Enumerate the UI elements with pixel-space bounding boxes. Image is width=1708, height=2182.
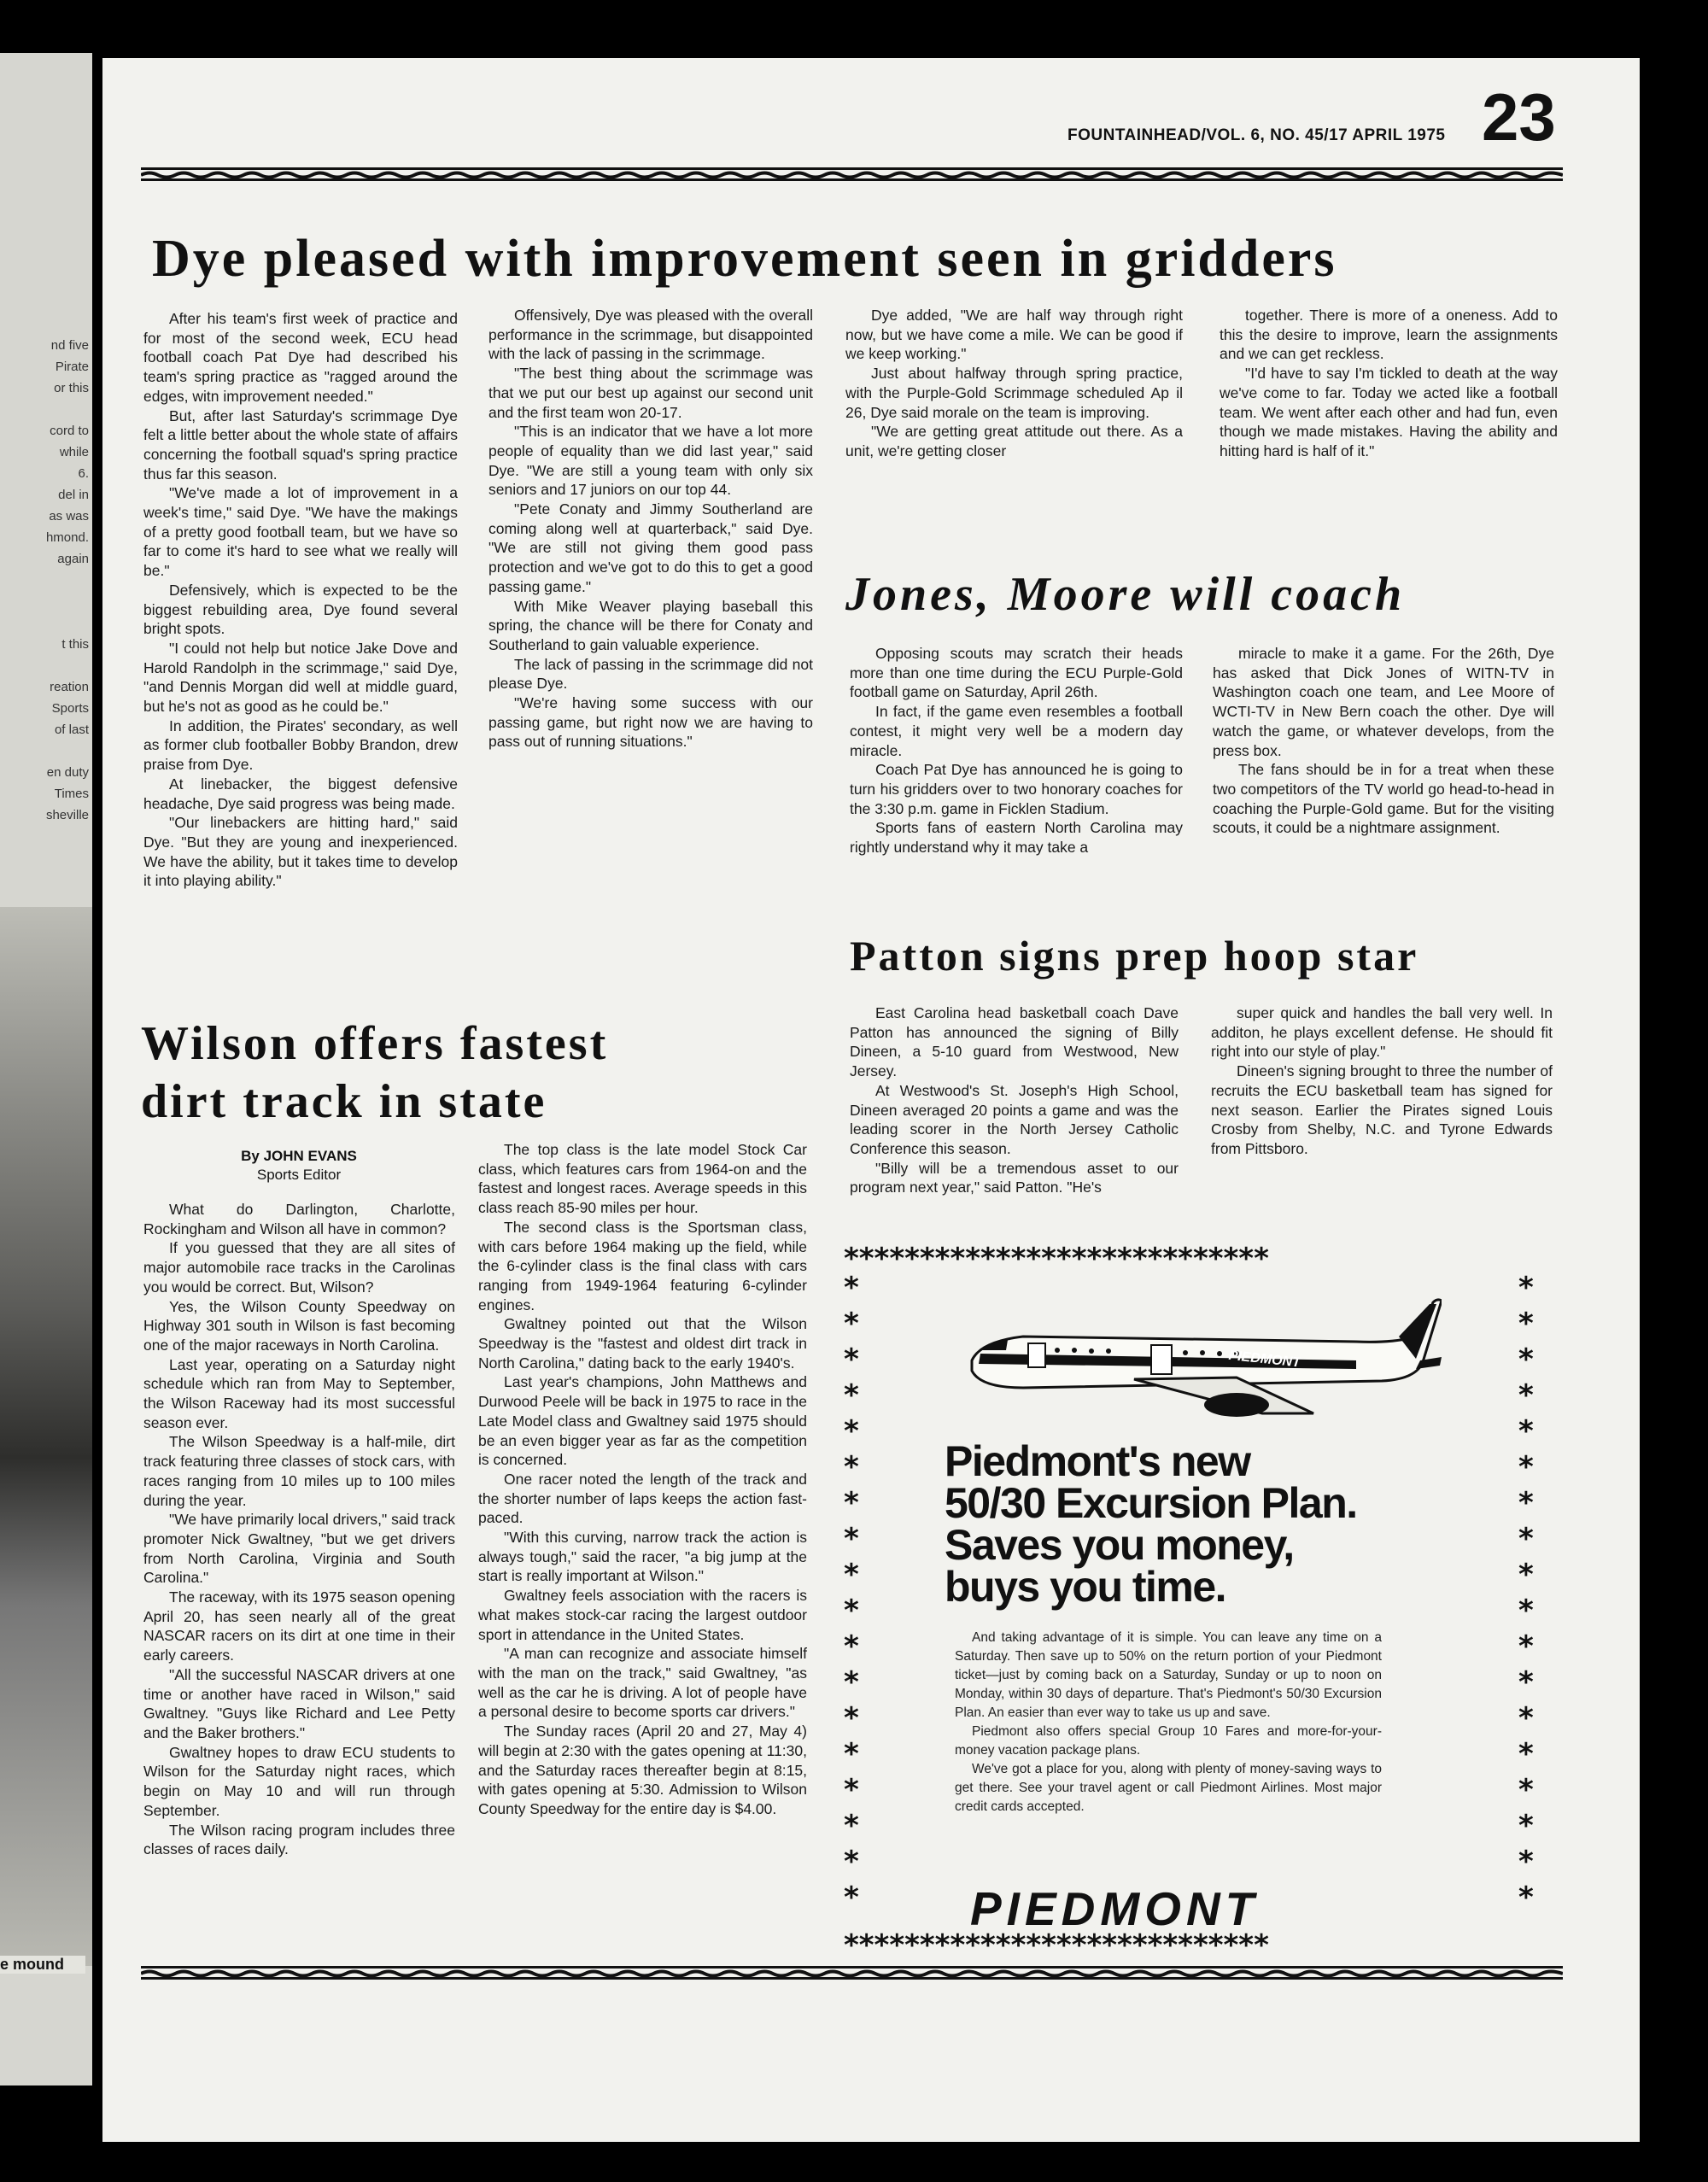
previous-page-fragment: 6. — [78, 466, 89, 481]
paragraph: The fans should be in for a treat when these two competitors of the TV world go head-to-head in coaching the Purple-Gold game. But for the visiting scouts, it could be a nightmare assignment. — [1213, 761, 1554, 837]
paragraph: "We're having some success with our passing game, but right now we are having to pass out of running situations." — [488, 694, 813, 751]
previous-page-fragment: Sports — [51, 701, 89, 716]
paragraph: East Carolina head basketball coach Dave Patton has announced the signing of Billy Dineen, a 5-10 guard from Westwood, New Jersey. — [850, 1004, 1179, 1080]
dye-column-2 — [488, 306, 813, 752]
paragraph: Last year, operating on a Saturday night schedule which ran from May to September, the Wilson Raceway had its most successful season ever. — [143, 1355, 455, 1431]
ad-border-left: ****************** — [844, 1271, 859, 1915]
paragraph: Coach Pat Dye has announced he is going to turn his gridders over to two honorary coaches for the 3:30 p.m. game in Ficklen Stadium. — [850, 761, 1183, 817]
previous-page-fragment: Pirate — [55, 360, 89, 374]
previous-page-fragment: as was — [49, 509, 89, 524]
ad-border-right: ****************** — [1518, 1271, 1534, 1915]
previous-page-fragment: sheville — [45, 808, 89, 822]
previous-page-fragment: while — [59, 445, 89, 459]
masthead: FOUNTAINHEAD/VOL. 6, NO. 45/17 APRIL 1975 — [1068, 126, 1446, 144]
paragraph: The Wilson Speedway is a half-mile, dirt track featuring three classes of stock cars, with races ranging from 10 miles up to 100 miles during the year. — [143, 1433, 455, 1509]
byline — [171, 1147, 427, 1185]
paragraph: Last year's champions, John Matthews and Durwood Peele will be back in 1975 to race in the Late Model class and Gwaltney said 1975 should be an even bigger year as far as the competition is concerned. — [478, 1373, 807, 1469]
patton-column-1 — [850, 1003, 1179, 1197]
headline-wilson-line2: dirt track in state — [141, 1075, 547, 1128]
headline-dye: Dye pleased with improvement seen in gridders — [152, 230, 1337, 288]
wilson-column-1 — [143, 1200, 455, 1859]
paragraph: "Billy will be a tremendous asset to our program next year," said Patton. "He's — [850, 1159, 1179, 1196]
photo-caption: e mound — [0, 1956, 85, 1974]
paragraph: What do Darlington, Charlotte, Rockingham and Wilson all have in common? — [143, 1201, 455, 1237]
previous-page-fragment — [3, 612, 89, 634]
paragraph: "We are getting great attitude out there. As a unit, we're getting closer — [845, 423, 1183, 459]
headline-jones: Jones, Moore will coach — [845, 568, 1406, 621]
paragraph: Gwaltney pointed out that the Wilson Speedway is the "fastest and oldest dirt track in North Carolina," dating back to the early 1940's. — [478, 1315, 807, 1372]
previous-page-fragment: or this — [54, 381, 89, 395]
paragraph: "A man can recognize and associate himself with the man on the track," said Gwaltney, "as well as the car he is driving. A lot of people have a personal desire to become sports car drivers." — [478, 1645, 807, 1721]
previous-page-fragment: Times — [54, 787, 89, 801]
paragraph: At linebacker, the biggest defensive headache, Dye said progress was being made. — [143, 775, 458, 812]
paragraph: "I'd have to say I'm tickled to death at the way we've come to far. Today we acted like a football team. We went after each other and had fun, even though we made mistakes. Having the ability and hitting hard is half of it." — [1220, 365, 1558, 459]
previous-page-strip — [0, 53, 92, 2085]
dye-column-1 — [143, 309, 458, 891]
previous-page-fragment: cord to — [50, 424, 89, 438]
paragraph: Piedmont also offers special Group 10 Fares and more-for-your-money vacation package plans. — [955, 1724, 1382, 1758]
paragraph: "Our linebackers are hitting hard," said Dye. "But they are young and inexperienced. We have the ability, but it takes time to develop it into playing ability." — [143, 814, 458, 890]
paragraph: "With this curving, narrow track the action is always tough," said the racer, "a big jump at the start is really important at Wilson." — [478, 1529, 807, 1585]
previous-page-fragment: en duty — [46, 765, 89, 780]
paragraph: But, after last Saturday's scrimmage Dye felt a little better about the whole state of affairs concerning the football squad's spring practice thus far this season. — [143, 407, 458, 483]
ad-headline-line: Saves you money, — [945, 1521, 1294, 1569]
previous-page-photo — [0, 907, 92, 1966]
paragraph: After his team's first week of practice and for most of the second week, ECU head football coach Pat Dye had described his team's spring practice as "ragged around the edges, witn improvement needed." — [143, 310, 458, 405]
dye-column-4 — [1220, 306, 1558, 461]
previous-page-fragment: hmond. — [45, 530, 89, 545]
paragraph: Sports fans of eastern North Carolina may rightly understand why it may take a — [850, 819, 1183, 857]
paragraph: Offensively, Dye was pleased with the overall performance in the scrimmage, but disappointed with the lack of passing in the scrimmage. — [488, 307, 813, 363]
paragraph: Gwaltney feels association with the racers is what makes stock-car racing the largest outdoor sport in attendance in the United States. — [478, 1587, 807, 1643]
jones-column-1 — [850, 644, 1183, 857]
previous-page-fragment: nd five — [50, 338, 89, 353]
paragraph: Opposing scouts may scratch their heads more than one time during the ECU Purple-Gold football game on Saturday, April 26th. — [850, 645, 1183, 701]
paragraph: Yes, the Wilson County Speedway on Highway 301 south in Wilson is fast becoming one of the major raceways in North Carolina. — [143, 1297, 455, 1354]
paragraph: miracle to make it a game. For the 26th, Dye has asked that Dick Jones of WITN-TV in Washington coach one team, and Lee Moore of WCTI-TV in New Bern coach the other. Dye will watch the game, or whatever develops, from the press box. — [1213, 645, 1554, 759]
paragraph: "All the successful NASCAR drivers at one time or another have raced in Wilson," said Gwaltney. "Guys like Richard and Lee Petty and the Baker brothers." — [143, 1665, 455, 1741]
paragraph: The second class is the Sportsman class, with cars before 1964 making up the field, while the 6-cylinder class is the final class with cars ranging from 1949-1964 featuring 6-cylinder engines. — [478, 1218, 807, 1313]
patton-column-2 — [1211, 1003, 1553, 1159]
airplane-illustration — [955, 1285, 1442, 1430]
paragraph: In fact, if the game even resembles a football contest, it might very well be a modern day miracle. — [850, 703, 1183, 759]
ad-body — [955, 1629, 1382, 1816]
previous-page-fragment: reation — [50, 680, 89, 694]
paragraph: At Westwood's St. Joseph's High School, Dineen averaged 20 points a game and was the leading scorer in the North Jersey Catholic Conference this season. — [850, 1081, 1179, 1157]
paragraph: Defensively, which is expected to be the biggest rebuilding area, Dye found several bright spots. — [143, 581, 458, 638]
headline-wilson-line1: Wilson offers fastest — [141, 1017, 609, 1070]
previous-page-fragment: again — [57, 552, 89, 566]
paragraph: In addition, the Pirates' secondary, as well as former club footballer Bobby Brandon, drew praise from Dye. — [143, 717, 458, 774]
paragraph: together. There is more of a oneness. Add to this the desire to improve, learn the assignments and we can get reckless. — [1220, 307, 1558, 363]
paragraph: "We have primarily local drivers," said track promoter Nick Gwaltney, "but we get drivers from North Carolina, Virginia and South Carolina." — [143, 1511, 455, 1587]
paragraph: One racer noted the length of the track and the shorter number of laps keeps the action fast-paced. — [478, 1470, 807, 1527]
paragraph: "This is an indicator that we have a lot more people of equality than we did last year," said Dye. "We are still a young team with only six seniors and 17 juniors on our top 44. — [488, 423, 813, 499]
paragraph: Gwaltney hopes to draw ECU students to Wilson for the Saturday night races, which begin on May 10 and will run through September. — [143, 1743, 455, 1819]
ad-border-bottom: **************************** — [844, 1928, 1269, 1963]
previous-page-fragment — [3, 399, 89, 420]
ad-headline-line: 50/30 Excursion Plan. — [945, 1479, 1357, 1527]
bottom-rule — [141, 1966, 1563, 1980]
previous-page-fragment: of last — [54, 722, 89, 737]
paragraph: "I could not help but notice Jake Dove and Harold Randolph in the scrimmage," said Dye, "and Dennis Morgan did well at middle guard, but he's not as good as he could be." — [143, 639, 458, 716]
byline-title: Sports Editor — [256, 1167, 342, 1183]
paragraph: The Wilson racing program includes three classes of races daily. — [143, 1821, 455, 1858]
paragraph: The raceway, with its 1975 season opening April 20, has seen nearly all of the great NASCAR racers on its dirt at one time in their early careers. — [143, 1588, 455, 1664]
ad-border-top: **************************** — [844, 1242, 1269, 1276]
piedmont-ad — [844, 1242, 1553, 1963]
byline-author: By JOHN EVANS — [241, 1148, 357, 1164]
previous-page-fragment: del in — [58, 488, 89, 502]
piedmont-logo: PIEDMONT — [970, 1882, 1260, 1935]
paragraph: "We've made a lot of improvement in a week's time," said Dye. "We have the makings of a pretty good football team, but we have so far to come it's hard to see what we really will be." — [143, 484, 458, 580]
paragraph: Dye added, "We are half way through right now, but we have come a mile. We can be good if we keep working." — [845, 307, 1183, 363]
plane-livery: PIEDMONT — [1227, 1348, 1301, 1371]
ad-headline — [945, 1437, 1500, 1611]
paragraph: With Mike Weaver playing baseball this spring, the chance will be there for Conaty and Southerland to gain valuable experience. — [488, 597, 813, 653]
paragraph: Dineen's signing brought to three the number of recruits the ECU basketball team has signed for next season. Earlier the Pirates signed Louis Crosby from Shelby, N.C. and Tyrone Edwards from Pittsboro. — [1211, 1062, 1553, 1157]
paragraph: "Pete Conaty and Jimmy Southerland are coming along well at quarterback," said Dye. "We are still not giving them good pass protection and we've got to do this to get a good passing game." — [488, 500, 813, 595]
previous-page-fragment — [3, 591, 89, 612]
paragraph: And taking advantage of it is simple. You can leave any time on a Saturday. Then save up to 50% on the return portion of your Piedmont ticket—just by coming back on a Saturday, Sunday or up to noon on Monday, within 30 days of departure. That's Piedmont's 50/30 Excursion Plan. An easier than ever way to take us up and save. — [955, 1630, 1382, 1720]
previous-page-text — [3, 335, 89, 826]
previous-page-fragment — [3, 570, 89, 591]
dye-column-3 — [845, 306, 1183, 461]
jones-column-2 — [1213, 644, 1554, 838]
ad-headline-line: buys you time. — [945, 1563, 1226, 1611]
paragraph: "The best thing about the scrimmage was that we put our best up against our second unit and the first team won 20-17. — [488, 365, 813, 421]
paragraph: Just about halfway through spring practice, with the Purple-Gold Scrimmage scheduled Ap il 26, Dye said morale on the team is improving. — [845, 365, 1183, 421]
paragraph: If you guessed that they are all sites of major automobile race tracks in the Carolinas you would be correct. But, Wilson? — [143, 1239, 455, 1296]
paragraph: The Sunday races (April 20 and 27, May 4) will begin at 2:30 with the gates opening at 11:30, and the Saturday races thereafter begin at 8:15, with gates opening at 5:30. Admission to Wilson County Speedway for the entire day is $4.00. — [478, 1723, 807, 1817]
ad-headline-line: Piedmont's new — [945, 1437, 1250, 1485]
previous-page-fragment: t this — [61, 637, 89, 652]
paragraph: We've got a place for you, along with plenty of money-saving ways to get there. See your travel agent or call Piedmont Airlines. Most major credit cards accepted. — [955, 1762, 1382, 1814]
paragraph: The top class is the late model Stock Car class, which features cars from 1964-on and the fastest and longest races. Average speeds in this class reach 85-90 miles per hour. — [478, 1141, 807, 1217]
page-number: 23 — [1482, 79, 1556, 155]
headline-patton: Patton signs prep hoop star — [850, 932, 1419, 980]
paragraph: The lack of passing in the scrimmage did not please Dye. — [488, 655, 813, 693]
top-rule — [141, 167, 1563, 181]
wilson-column-2 — [478, 1140, 807, 1819]
paragraph: super quick and handles the ball very well. In additon, he plays excellent defense. He should fit right into our style of play." — [1211, 1004, 1553, 1061]
previous-page-fragment — [3, 740, 89, 762]
previous-page-fragment — [3, 655, 89, 676]
